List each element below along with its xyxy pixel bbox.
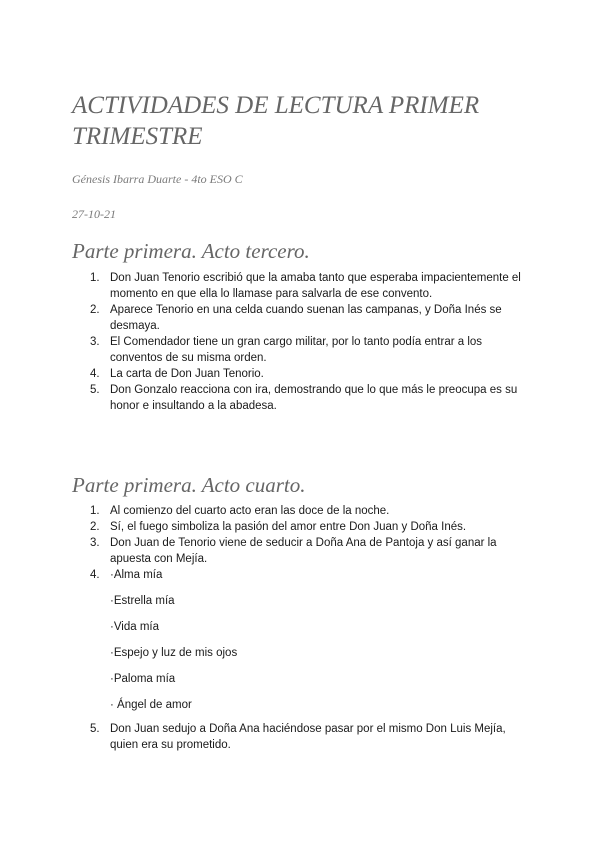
author-line: Génesis Ibarra Duarte - 4to ESO C (72, 172, 243, 186)
list-text: Aparece Tenorio en una celda cuando suenan las campanas, y Doña Inés se desmaya. (110, 304, 502, 332)
list-item (72, 721, 532, 753)
endearment-line: ·Alma mía (110, 569, 163, 581)
list-item (72, 270, 532, 302)
list-number: 2. (90, 304, 100, 316)
list-number: 1. (90, 272, 100, 284)
endearment-line: ·Estrella mía (110, 595, 175, 607)
list-text: Don Gonzalo reacciona con ira, demostrando que lo que más le preocupa es su honor e insultando a la abadesa. (110, 384, 518, 412)
list-number: 3. (90, 537, 100, 549)
list-item (72, 519, 532, 535)
section-heading-acto-tercero: Parte primera. Acto tercero. (72, 239, 310, 263)
list-item (72, 535, 532, 567)
answer-list-acto-tercero (72, 270, 532, 414)
list-text: Don Juan sedujo a Doña Ana haciéndose pasar por el mismo Don Luis Mejía, quien era su prometido. (110, 723, 506, 751)
list-number: 1. (90, 505, 100, 517)
list-item (72, 302, 532, 334)
list-number: 3. (90, 336, 100, 348)
list-item (72, 382, 532, 414)
endearment-line: · Ángel de amor (110, 699, 192, 711)
endearment-line: ·Paloma mía (110, 673, 176, 685)
document-title: ACTIVIDADES DE LECTURA PRIMER TRIMESTRE (72, 92, 480, 150)
list-number: 4. (90, 368, 100, 380)
list-number: 2. (90, 521, 100, 533)
list-text: Sí, el fuego simboliza la pasión del amor entre Don Juan y Doña Inés. (110, 521, 467, 533)
endearment-line: ·Espejo y luz de mis ojos (110, 647, 238, 659)
list-number: 5. (90, 723, 100, 735)
list-number: 5. (90, 384, 100, 396)
answer-list-acto-cuarto (72, 503, 532, 753)
section-heading-acto-cuarto: Parte primera. Acto cuarto. (72, 473, 306, 497)
list-item (72, 334, 532, 366)
list-text: El Comendador tiene un gran cargo militar, por lo tanto podía entrar a los conventos de su misma orden. (110, 336, 483, 364)
list-item (72, 366, 532, 382)
endearment-line: ·Vida mía (110, 621, 160, 633)
list-item (72, 567, 532, 713)
list-number: 4. (90, 569, 100, 581)
date-line: 27-10-21 (72, 207, 116, 221)
list-text: Don Juan Tenorio escribió que la amaba tanto que esperaba impacientemente el momento en que ella lo llamase para salvarla de ese convento. (110, 272, 521, 300)
list-text: La carta de Don Juan Tenorio. (110, 368, 264, 380)
list-text: Al comienzo del cuarto acto eran las doce de la noche. (110, 505, 390, 517)
list-text: Don Juan de Tenorio viene de seducir a Doña Ana de Pantoja y así ganar la apuesta con Mejía. (110, 537, 497, 565)
list-item (72, 503, 532, 519)
